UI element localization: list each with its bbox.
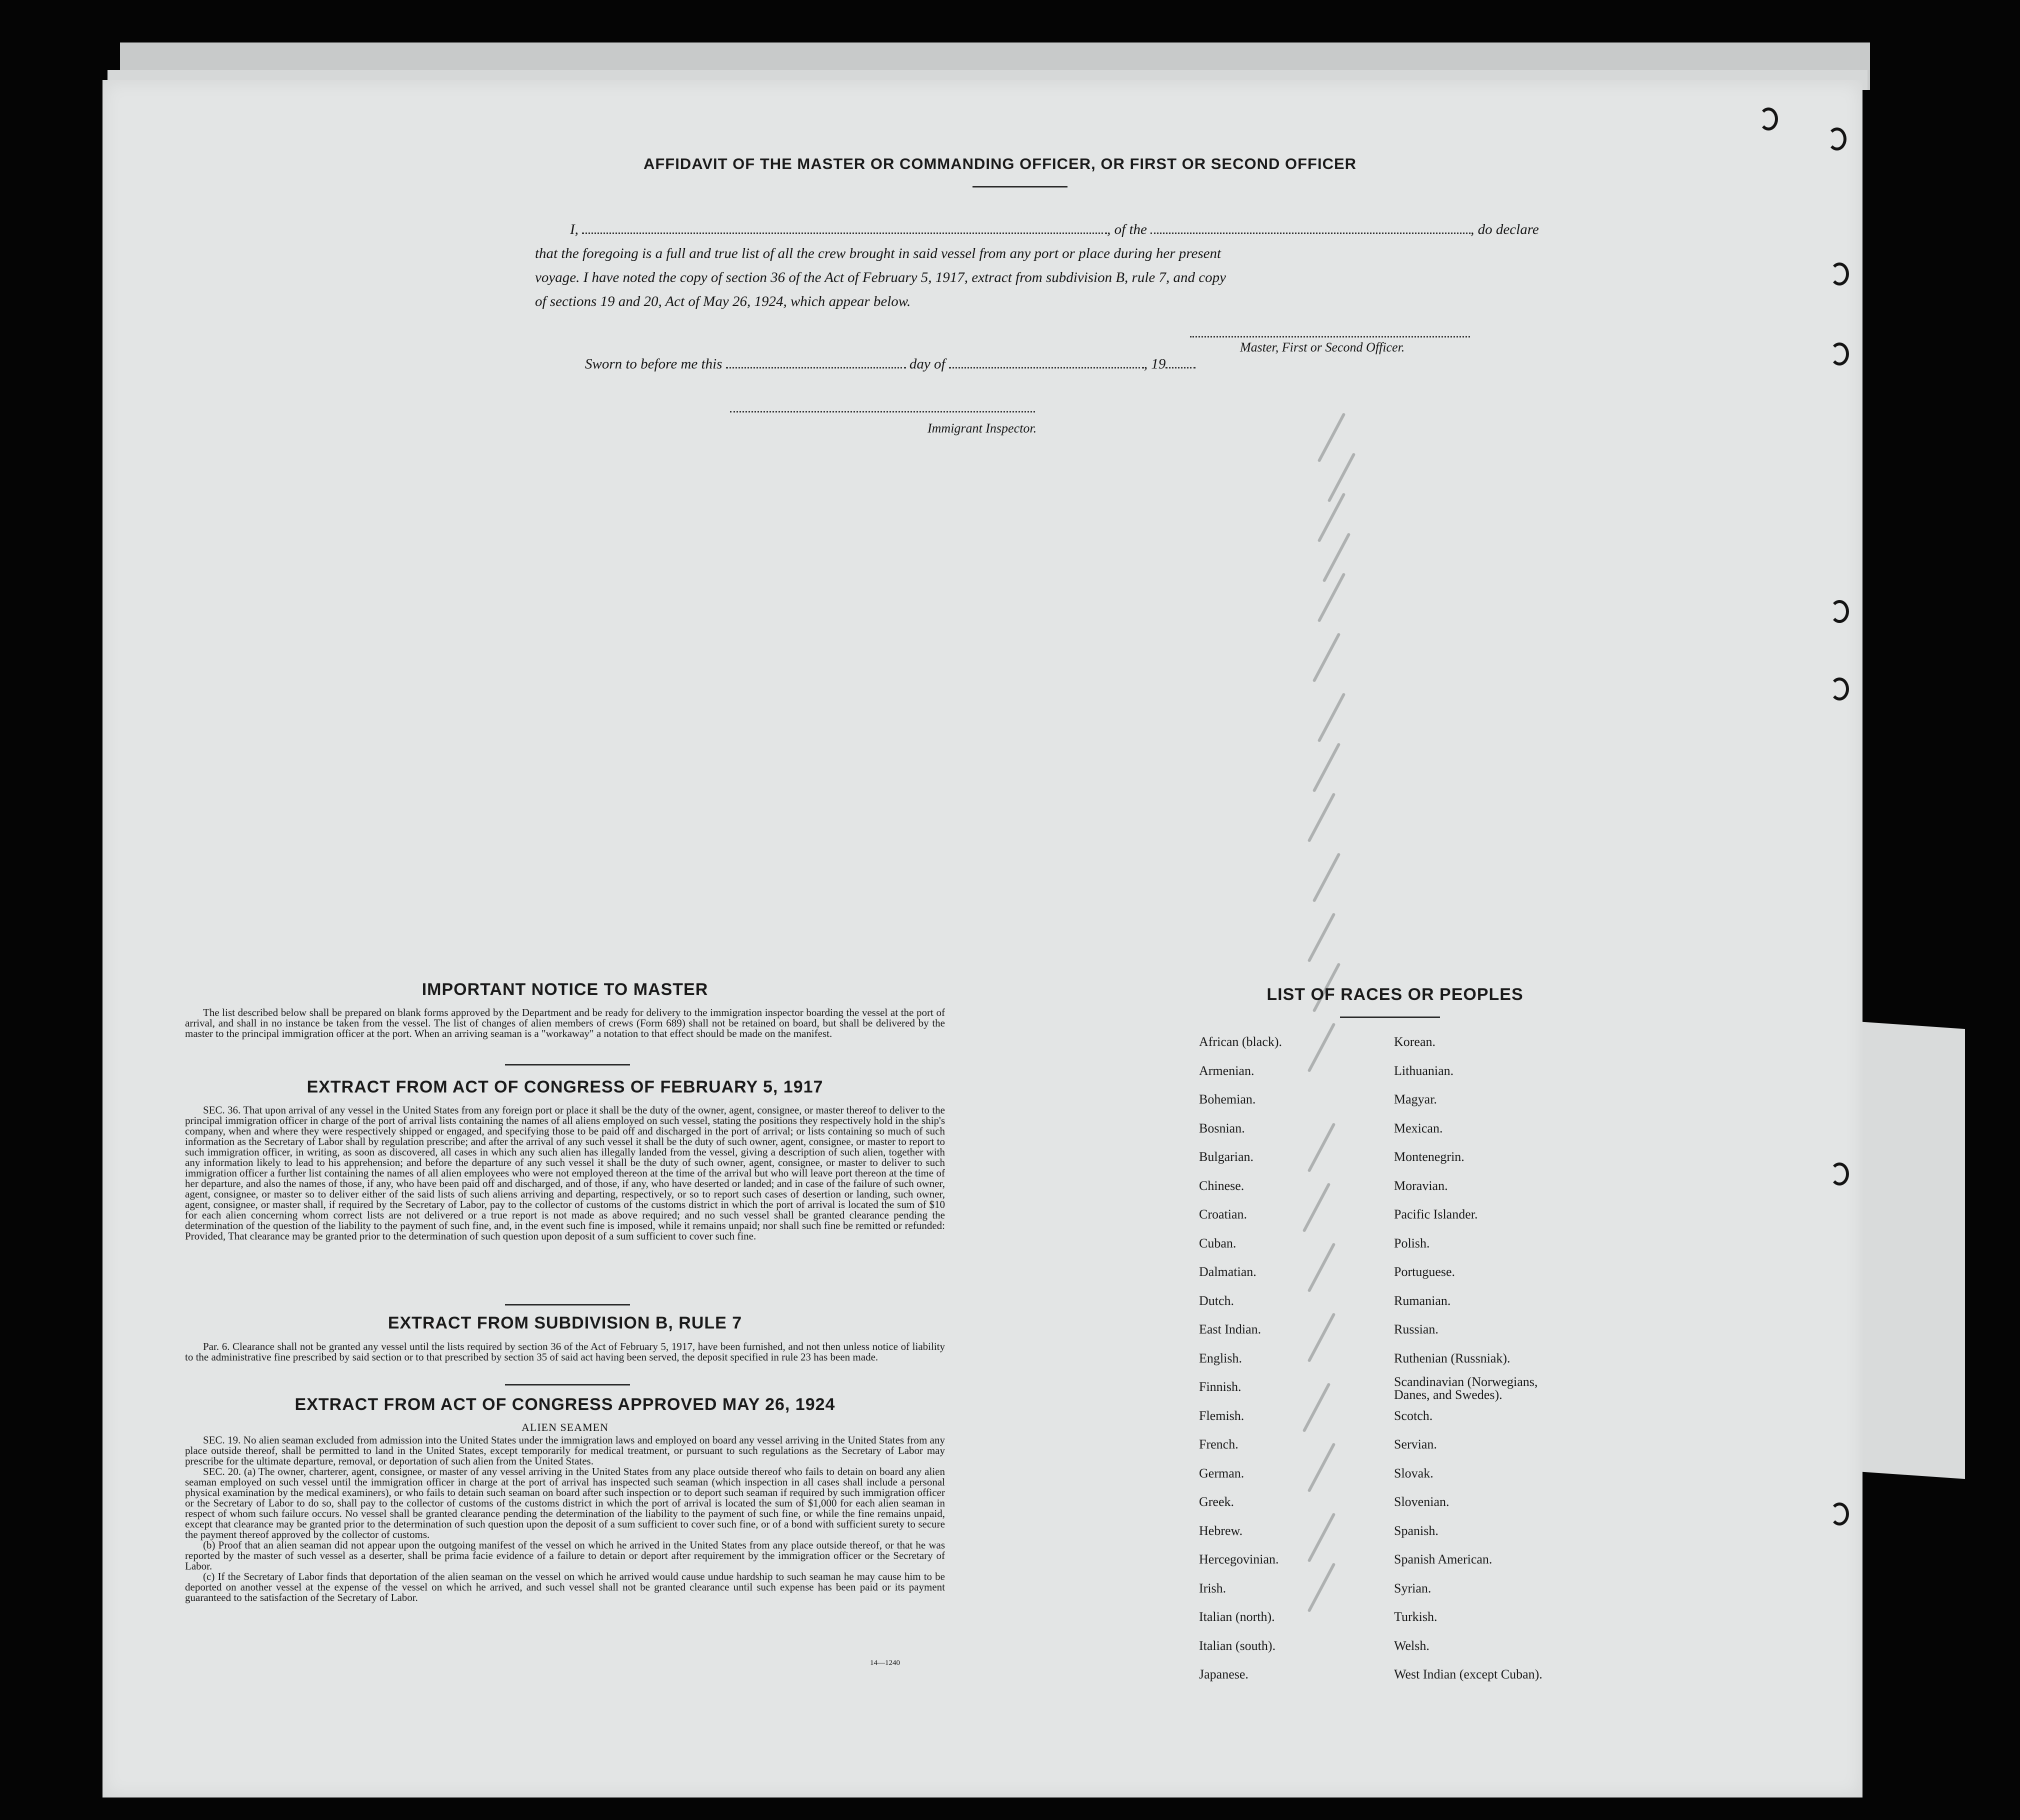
affidavit-title: AFFIDAVIT OF THE MASTER OR COMMANDING OFFICER, OR FIRST OR SECOND OFFICER (643, 155, 1357, 172)
race-item: Croatian. (1199, 1207, 1248, 1222)
affidavit-line1-mid: , of the (1107, 222, 1147, 238)
race-item: Russian. (1394, 1322, 1438, 1336)
sec20a-text: SEC. 20. (a) The owner, charterer, agent, consignee, or master of any vessel arriving in the United States from any place outside thereof who fails to detain on board any alien seaman employed on such vessel until the immigration officer in charge at the port of arrival has inspected such seaman (which inspection in all cases shall include a personal physical examination by the medical examiners), or who fails to detain such seaman on board after such inspection or to deport such seaman if required by such immigration officer or the Secretary of Labor to do so, shall pay to the collector of customs of the customs district in which the port of arrival is located the sum of $1,000 for each alien seaman in respect of whom such failure occurs. No vessel shall be granted clearance pending the determination of the liability to the payment of such fine, or while the fine remains unpaid, except that clearance may be granted prior to the determination of such question upon the deposit of a sum sufficient to cover such fine, or of a bond with sufficient surety to secure the payment thereof approved by the collector of customs. (185, 1466, 945, 1540)
race-item: Rumanian. (1394, 1293, 1451, 1308)
race-item: German. (1199, 1466, 1244, 1480)
binder-hole-icon (1828, 128, 1846, 150)
binder-hole-icon (1830, 600, 1849, 623)
race-item: Bosnian. (1199, 1120, 1245, 1136)
officer-name-field[interactable] (582, 222, 1107, 234)
affidavit-line4: of sections 19 and 20, Act of May 26, 1924, which appear below. (535, 294, 911, 310)
divider (505, 1064, 630, 1066)
race-item: Finnish. (1199, 1380, 1242, 1394)
sec19-text: SEC. 19. No alien seaman excluded from admission into the United States under the immigration laws and employed on board any vessel arriving in the United States from any place outside thereof, shall be permitted to land in the United States, except temporarily for medical treatment, or pursuant to such regulations as the Secretary of Labor may prescribe for the ultimate departure, removal, or deportation of such alien from the United States. (185, 1434, 945, 1467)
form-number: 14—1240 (870, 1659, 900, 1667)
race-item: Lithuanian. (1394, 1063, 1454, 1078)
sworn-year-label: , 19 (1144, 356, 1166, 372)
sworn-day-label: day of (909, 356, 946, 372)
race-item: Scandinavian (Norwegians, Danes, and Swedes). (1394, 1374, 1538, 1402)
race-item: Bulgarian. (1199, 1150, 1254, 1164)
notice-title: IMPORTANT NOTICE TO MASTER (422, 980, 708, 999)
race-item: Ruthenian (Russniak). (1394, 1350, 1510, 1366)
race-item: Polish. (1394, 1236, 1430, 1250)
race-item: Turkish. (1394, 1610, 1438, 1624)
race-item: Syrian. (1394, 1580, 1432, 1596)
race-item: Spanish. (1394, 1523, 1438, 1538)
race-item: Magyar. (1394, 1092, 1437, 1106)
race-item: Dalmatian. (1199, 1264, 1256, 1279)
extract-1924-text (185, 1435, 945, 1603)
race-item: Hebrew. (1199, 1523, 1243, 1538)
extract-1924-title: EXTRACT FROM ACT OF CONGRESS APPROVED MAY 26, 1924 (294, 1395, 836, 1414)
race-item: Moravian. (1394, 1178, 1448, 1193)
race-item: Servian. (1394, 1437, 1437, 1452)
sworn-day-field[interactable] (726, 356, 906, 368)
race-item: Cuban. (1199, 1236, 1236, 1250)
race-item: Irish. (1199, 1580, 1226, 1596)
underlying-sheet-right (1850, 1021, 1965, 1479)
alien-seamen-subtitle: ALIEN SEAMEN (522, 1421, 608, 1434)
race-item: English. (1199, 1350, 1242, 1366)
races-title: LIST OF RACES OR PEOPLES (1266, 985, 1524, 1004)
divider (505, 1304, 630, 1306)
affidavit-line2: that the foregoing is a full and true list of all the crew brought in said vessel from any port or place during her present (535, 246, 1222, 262)
race-item: Italian (north). (1199, 1610, 1275, 1624)
race-item: Bohemian. (1199, 1092, 1256, 1106)
sec20b-text: (b) Proof that an alien seaman did not appear upon the outgoing manifest of the vessel on which he arrived in the United States from any place outside thereof, or that he was reported by the master of such vessel as a deserter, shall be prima facie evidence of a failure to detain or deport after requirement by the immigration officer or the Secretary of Labor. (185, 1539, 945, 1572)
inspector-caption: Immigrant Inspector. (928, 421, 1037, 436)
race-item: East Indian. (1199, 1322, 1262, 1336)
divider (505, 1384, 630, 1386)
race-item: Mexican. (1394, 1120, 1443, 1136)
race-item: Greek. (1199, 1494, 1234, 1509)
inspector-signature-line[interactable] (730, 411, 1035, 412)
affidavit-line1-end: , do declare (1470, 222, 1539, 238)
race-item: Flemish. (1199, 1408, 1244, 1423)
race-item: Slovenian. (1394, 1494, 1450, 1509)
signature-line[interactable] (1190, 336, 1470, 338)
race-item: Pacific Islander. (1394, 1207, 1478, 1222)
extract-1917-text: SEC. 36. That upon arrival of any vessel in the United States from any foreign port or place it shall be the duty of the owner, agent, consignee, or master thereof to deliver to the principal immigration officer in charge of the port of arrival lists containing the names of all aliens employed on such vessel, stating the positions they respectively hold in the ship's company, when and where they were respectively shipped or engaged, and specifying those to be paid off and discharged in the port of arrival; or lists containing so much of such information as the Secretary of Labor shall by regulation prescribe; and after the arrival of any such vessel it shall be the duty of such owner, agent, consignee, or master to report to such immigration officer, in writing, as soon as discovered, all cases in which any such alien has illegally landed from the vessel, giving a description of such alien, together with any information likely to lead to his apprehension; and before the departure of any such vessel it shall be the duty of such owner, agent, consignee, or master to deliver to such immigration officer a further list containing the names of all alien employees who were not employed thereon at the time of the arrival but who will leave port thereon at the time of her departure, and also the names of those, if any, who have been paid off and discharged, and of those, if any, who have deserted or landed; and in case of the failure of such owner, agent, consignee, or master so to deliver either of the said lists of such aliens arriving and departing, respectively, or so to report such cases of desertion or landing, such owner, agent, consignee, or master shall, if required by the Secretary of Labor, pay to the collector of customs of the customs district in which the port of arrival is located the sum of $10 for each alien concerning whom correct lists are not delivered or a true report is not made as above required; and no such vessel shall be granted clearance pending the determination of the question of the liability to the payment of such fine, and, in the event such fine is imposed, while it remains unpaid; nor shall such fine be remitted or refunded: Provided, That clearance may be granted prior to the determination of such question upon deposit of a sum sufficient to cover such fine. (185, 1104, 945, 1242)
race-item: French. (1199, 1437, 1238, 1452)
race-item: Scotch. (1394, 1408, 1433, 1423)
divider (1340, 1016, 1440, 1018)
race-item: Dutch. (1199, 1293, 1234, 1308)
race-item: Chinese. (1199, 1178, 1244, 1193)
races-list-right (1394, 1028, 1564, 1689)
extract-1917-title: EXTRACT FROM ACT OF CONGRESS OF FEBRUARY 5, 1917 (306, 1078, 824, 1096)
race-item: Montenegrin. (1394, 1150, 1464, 1164)
divider (972, 186, 1068, 188)
rule7-text: Par. 6. Clearance shall not be granted any vessel until the lists required by section 36 of the Act of February 5, 1917, have been furnished, and not then unless notice of liability to the administrative fine prescribed by said section or to that prescribed by section 35 of said act having been served, the deposit specified in rule 23 has been made. (185, 1340, 945, 1363)
sworn-month-field[interactable] (949, 356, 1144, 368)
binder-hole-icon (1830, 1502, 1849, 1526)
race-item: Hercegovinian. (1199, 1552, 1279, 1566)
race-item: Slovak. (1394, 1466, 1434, 1480)
affidavit-line1-start: I, (570, 222, 578, 238)
sworn-start: Sworn to before me this (585, 356, 722, 372)
binder-hole-icon (1830, 262, 1849, 286)
binder-hole-icon (1830, 1162, 1849, 1186)
race-item: Portuguese. (1394, 1264, 1456, 1279)
sworn-year-field[interactable] (1166, 356, 1196, 368)
sworn-line (585, 356, 1196, 372)
vessel-name-field[interactable] (1150, 222, 1470, 234)
affidavit-line3: voyage. I have noted the copy of section 36 of the Act of February 5, 1917, extract from subdivision B, rule 7, and copy (535, 270, 1226, 286)
notice-text: The list described below shall be prepared on blank forms approved by the Department and be ready for delivery to the immigration inspector boarding the vessel at the port of arrival, and shall in no instance be taken from the vessel. The list of changes of alien members of crews (Form 689) shall not be retained on board, but shall be delivered by the master to the principal immigration officer at the port. When an arriving seaman is a "workaway" a notation to that effect should be made on the manifest. (185, 1006, 945, 1040)
rule7-title: EXTRACT FROM SUBDIVISION B, RULE 7 (388, 1314, 742, 1332)
affidavit-body (535, 218, 1539, 314)
binder-hole-icon (1830, 342, 1849, 366)
race-item: Korean. (1394, 1034, 1436, 1049)
race-item: Italian (south). (1199, 1638, 1276, 1653)
race-item: Armenian. (1199, 1063, 1254, 1078)
races-list-left (1199, 1028, 1282, 1689)
race-item: West Indian (except Cuban). (1394, 1667, 1542, 1682)
signature-caption: Master, First or Second Officer. (1240, 340, 1405, 354)
race-item: Welsh. (1394, 1638, 1430, 1653)
binder-hole-icon (1830, 678, 1849, 700)
sec20c-text: (c) If the Secretary of Labor finds that deportation of the alien seaman on the vessel on which he arrived would cause undue hardship to such seaman he may cause him to be deported on another vessel at the expense of the vessel on which he arrived, and such vessel shall not be granted clearance until such expense has been paid or its payment guaranteed to the satisfaction of the Secretary of Labor. (185, 1570, 945, 1604)
race-item: Japanese. (1199, 1667, 1248, 1682)
race-item: Spanish American. (1394, 1552, 1492, 1566)
binder-hole-icon (1759, 108, 1778, 130)
race-item: African (black). (1199, 1034, 1282, 1049)
